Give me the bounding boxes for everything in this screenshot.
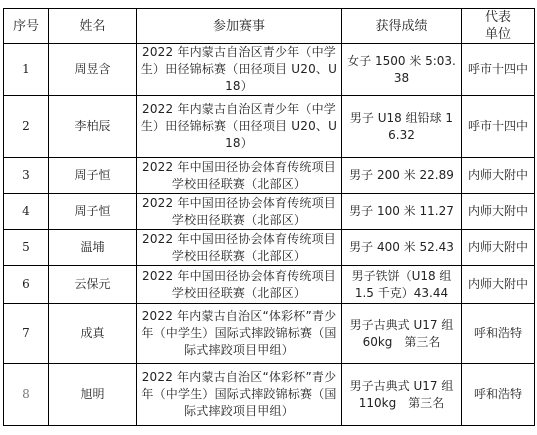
- header-unit-line1: 代表: [484, 10, 511, 25]
- row-index: 2: [4, 96, 49, 158]
- row-unit: 内师大附中: [462, 158, 535, 194]
- row-index: 3: [4, 158, 49, 194]
- row-index: 6: [4, 266, 49, 304]
- row-name: 李柏辰: [49, 96, 137, 158]
- row-index: 4: [4, 194, 49, 230]
- row-event: 2022 年中国田径协会体育传统项目学校田径联赛（北部区）: [137, 230, 342, 266]
- row-event: 2022 年中国田径协会体育传统项目学校田径联赛（北部区）: [137, 158, 342, 194]
- header-result: 获得成绩: [342, 9, 462, 44]
- table-row: [4, 304, 535, 364]
- table-row: [4, 230, 535, 266]
- row-index: 8: [4, 364, 49, 426]
- header-row: [4, 9, 535, 44]
- row-result: 女子 1500 米 5:03.38: [342, 44, 462, 96]
- row-index: 1: [4, 44, 49, 96]
- row-result: 男子古典式 U17 组 110kg 第三名: [342, 364, 462, 426]
- row-index: 5: [4, 230, 49, 266]
- row-event: 2022 年内蒙古自治区青少年（中学生）田径锦标赛（田径项目 U20、U18）: [137, 96, 342, 158]
- row-result: 男子古典式 U17 组 60kg 第三名: [342, 304, 462, 364]
- row-name: 旭明: [49, 364, 137, 426]
- row-unit: 内师大附中: [462, 230, 535, 266]
- table-row: [4, 364, 535, 426]
- row-name: 成真: [49, 304, 137, 364]
- row-unit: 呼和浩特: [462, 364, 535, 426]
- header-index: 序号: [4, 9, 49, 44]
- row-result: 男子 U18 组铅球 16.32: [342, 96, 462, 158]
- row-event: 2022 年中国田径协会体育传统项目学校田径联赛（北部区）: [137, 266, 342, 304]
- table-row: [4, 266, 535, 304]
- row-unit: 内师大附中: [462, 266, 535, 304]
- row-name: 周子恒: [49, 158, 137, 194]
- row-result: 男子铁饼（U18 组 1.5 千克）43.44: [342, 266, 462, 304]
- header-unit-line2: 单位: [484, 27, 511, 42]
- row-result: 男子 200 米 22.89: [342, 158, 462, 194]
- table-row: [4, 96, 535, 158]
- row-unit: 呼市十四中: [462, 96, 535, 158]
- row-unit: 内师大附中: [462, 194, 535, 230]
- row-name: 周子恒: [49, 194, 137, 230]
- table-row: [4, 158, 535, 194]
- row-unit: 呼和浩特: [462, 304, 535, 364]
- row-result: 男子 100 米 11.27: [342, 194, 462, 230]
- table-row: [4, 194, 535, 230]
- header-name: 姓名: [49, 9, 137, 44]
- row-result: 男子 400 米 52.43: [342, 230, 462, 266]
- row-name: 周昱含: [49, 44, 137, 96]
- awards-table: [3, 8, 535, 426]
- row-name: 温埔: [49, 230, 137, 266]
- row-unit: 呼市十四中: [462, 44, 535, 96]
- row-event: 2022 年中国田径协会体育传统项目学校田径联赛（北部区）: [137, 194, 342, 230]
- row-event: 2022 年内蒙古自治区“体彩杯”青少年（中学生）国际式摔跤锦标赛（国际式摔跤项目甲组）: [137, 364, 342, 426]
- row-event: 2022 年内蒙古自治区青少年（中学生）田径锦标赛（田径项目 U20、U18）: [137, 44, 342, 96]
- table-row: [4, 44, 535, 96]
- header-event: 参加赛事: [137, 9, 342, 44]
- row-name: 云保元: [49, 266, 137, 304]
- row-index: 7: [4, 304, 49, 364]
- header-unit: [462, 9, 535, 44]
- row-event: 2022 年内蒙古自治区“体彩杯”青少年（中学生）国际式摔跤锦标赛（国际式摔跤项目甲组）: [137, 304, 342, 364]
